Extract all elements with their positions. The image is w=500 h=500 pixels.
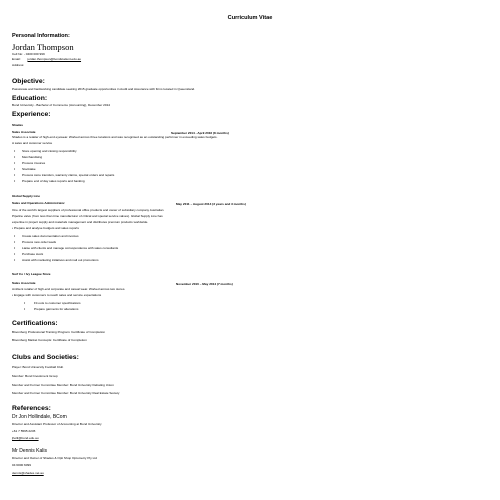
- reference-title: Director and Assistant Professor of Accounting at Bond University: [12, 422, 102, 426]
- email-label: Email:: [12, 57, 21, 61]
- club-item: Member and Former Committee Member: Bond University Debating Union: [12, 383, 114, 387]
- list-item: • Purchase stock: [22, 252, 43, 256]
- reference-phone: 04 6000 6099: [12, 463, 31, 467]
- document-title: Curriculum Vitae: [227, 15, 273, 21]
- certifications-heading: Certifications:: [12, 320, 58, 327]
- list-item: • Process new order leads: [22, 240, 56, 244]
- job-description: Pipeline valve (from less than time manufacturer of critical and special service valves). Global Supply Line has: [12, 214, 163, 218]
- job-role: Sales Associate: [12, 130, 36, 134]
- job-description: A sales and customer service: [12, 141, 53, 145]
- job-description: Shades is a retailer of high-end eyewear. Worked across three locations and was recognised as an outstanding performer in exceeding sales budgets.: [12, 135, 218, 139]
- list-item: • Prepare end of day sales reports and banking: [22, 179, 85, 183]
- list-item: • Process invoices: [22, 161, 45, 165]
- club-item: Player: Bond University Football Club: [12, 365, 64, 369]
- list-item: • Fit outs to customer specifications: [34, 301, 81, 305]
- club-item: Member and Former Committee Member: Bond University Real Estate Society: [12, 391, 120, 395]
- job-dates: November 2010 – May 2014 (7 months): [176, 282, 233, 286]
- clubs-heading: Clubs and Societies:: [12, 354, 79, 361]
- email-link[interactable]: jordan.thompson@bondstudent.edu.au: [27, 57, 82, 61]
- employer-name: Surf Co / Ivy League Store: [12, 272, 51, 276]
- email-line: [12, 58, 81, 61]
- list-item: • Assist with marketing initiatives and mail out promotions: [22, 258, 99, 262]
- objective-heading: Objective:: [12, 78, 45, 85]
- employer-name: Global Supply Line: [12, 194, 41, 198]
- reference-title: Director and Owner of Shades & Opti Shop Optometry Pty Ltd: [12, 456, 97, 460]
- list-item: • Prepare garments for alterations: [34, 307, 78, 311]
- reference-email-link[interactable]: jholli@bond.edu.au: [12, 436, 39, 440]
- certification-item: Bloomberg Market Concepts: Certificate of Completion: [12, 338, 87, 342]
- reference-name: Dr Jon Hollindale, BCom: [12, 414, 67, 420]
- personal-heading: Personal Information:: [12, 33, 70, 39]
- job-role: Sales and Operations Administrator: [12, 201, 65, 205]
- club-item: Member: Bond Investment Group: [12, 374, 58, 378]
- job-description: • Prepare and analyse budgets and sales reports: [12, 226, 79, 230]
- job-description: • Engage with customers to reach sales and service expectations: [12, 293, 102, 297]
- list-item: • Process store transfers, warranty claims, special orders and repairs: [22, 173, 114, 177]
- reference-name: Mr Dennis Kalis: [12, 448, 48, 454]
- list-item: • Store opening and closing responsibility: [22, 149, 77, 153]
- job-description: Ambient retailer of high-end corporate and casual wear. Worked across two stores.: [12, 287, 126, 291]
- job-dates: September 2014 - April 2016 (8 months): [171, 131, 229, 135]
- reference-phone: +61 7 5595 2245: [12, 429, 36, 433]
- list-item: • Stocktake: [22, 167, 36, 171]
- cell-number: Cell No: - 0400 000 999: [12, 52, 45, 56]
- job-description: One of the world's largest suppliers of professional office products and owner of subsidiary company Australian: [12, 208, 164, 212]
- experience-heading: Experience:: [12, 111, 51, 118]
- objective-text: Passionate and hardworking candidate seeking 2015 graduate opportunities in Audit and Assurance with firms located in Queensland.: [12, 87, 195, 91]
- job-dates: May 2011 – August 2014 (3 years and 3 months): [176, 202, 246, 206]
- education-text: Bond University - Bachelor of Commerce (Accounting), December 2014: [12, 103, 111, 107]
- list-item: • Create sales documentation and invoices: [22, 234, 79, 238]
- job-description: expertise in project supply and materials management and distributes premium products worldwide.: [12, 220, 149, 224]
- job-role: Sales Associate: [12, 281, 36, 285]
- reference-email-link[interactable]: dennis@shades.net.au: [12, 471, 44, 475]
- list-item: • Merchandising: [22, 155, 42, 159]
- references-heading: References:: [12, 405, 51, 412]
- certification-item: Bloomberg Professional Training Program: Certificate of Completion: [12, 330, 106, 334]
- list-item: • Liaise with clients and manage correspondence with sales consultants: [22, 246, 118, 250]
- employer-name: Shades: [12, 123, 24, 127]
- address-label: Address:: [12, 63, 25, 67]
- candidate-name: Jordan Thompson: [12, 42, 74, 52]
- education-heading: Education:: [12, 95, 48, 102]
